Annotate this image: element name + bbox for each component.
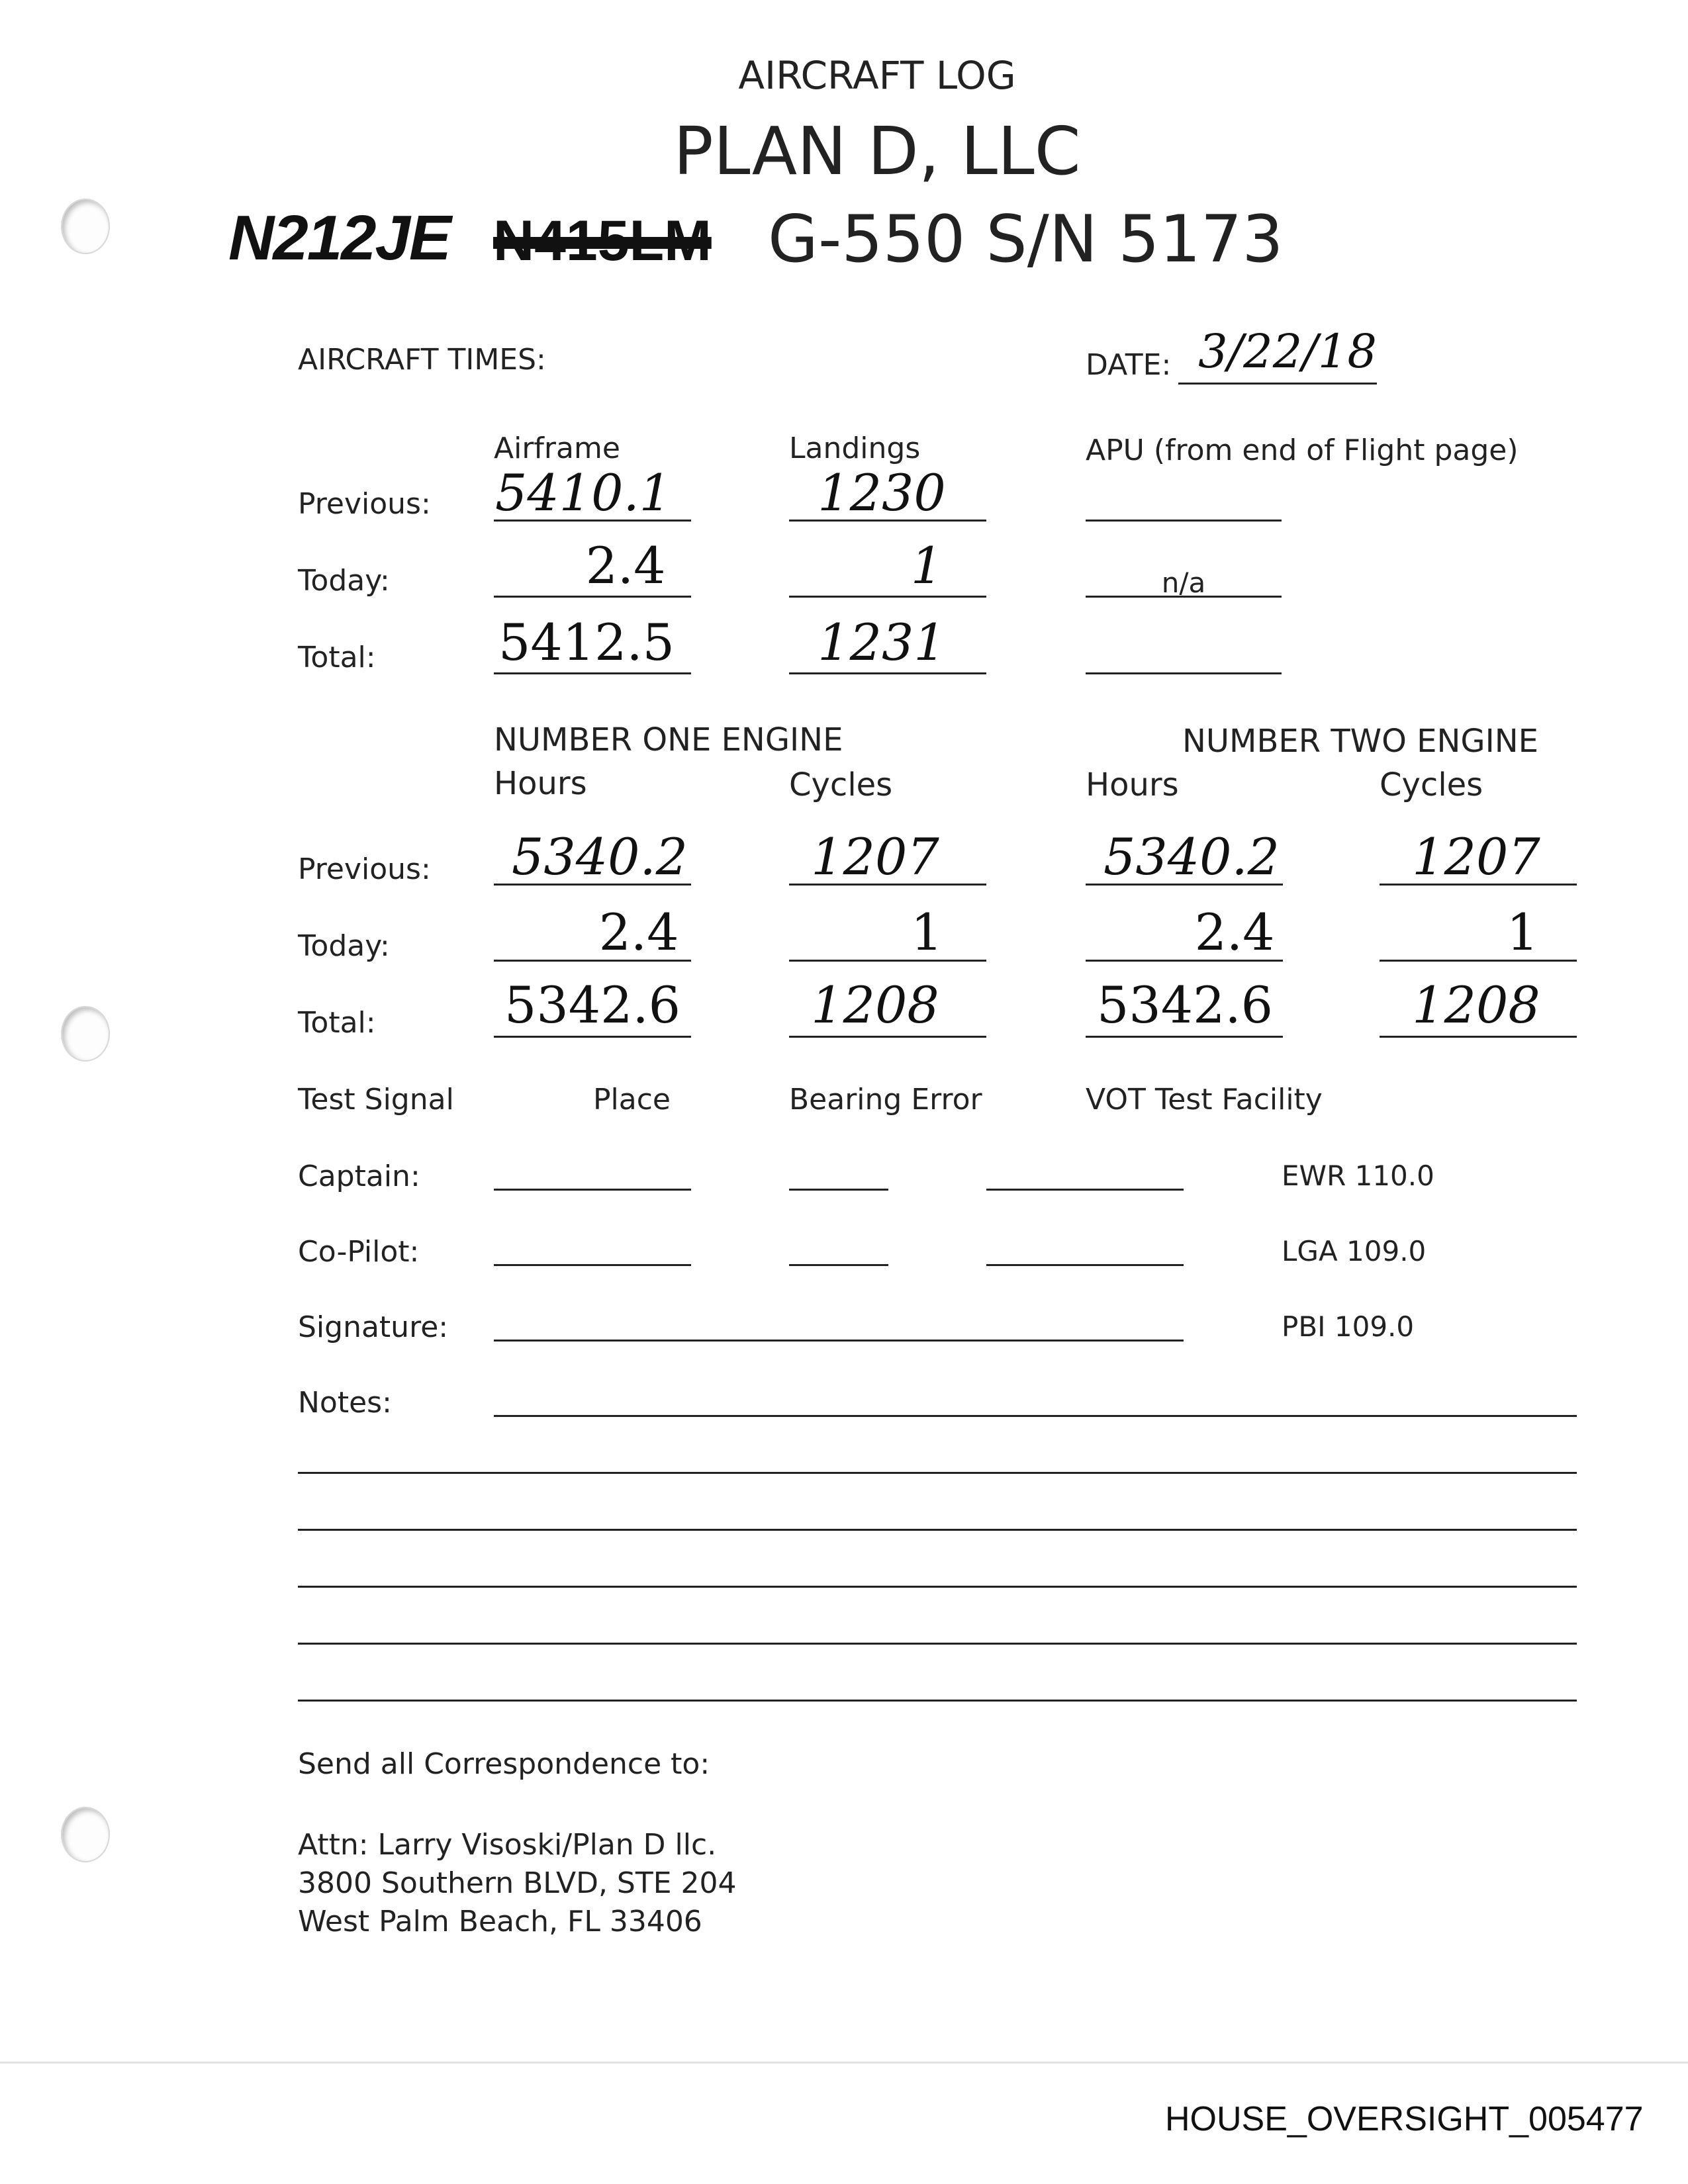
- row-label-previous: Previous:: [298, 487, 431, 521]
- landings-today-line: [789, 596, 986, 598]
- notes-line-1[interactable]: [494, 1415, 1577, 1417]
- col-airframe: Airframe: [494, 432, 620, 465]
- col-apu: APU (from end of Flight page): [1086, 433, 1519, 467]
- copilot-bearing-line[interactable]: [789, 1264, 888, 1266]
- correspondence-heading: Send all Correspondence to:: [298, 1747, 710, 1781]
- airframe-total-line: [494, 672, 691, 674]
- engine2-hours-total-line: [1086, 1036, 1283, 1038]
- date-value: 3/22/18: [1198, 324, 1377, 379]
- notes-line-5[interactable]: [298, 1643, 1577, 1645]
- model-serial: G-550 S/N 5173: [768, 202, 1284, 277]
- col-vot-test-facility: VOT Test Facility: [1086, 1083, 1323, 1116]
- correspondence-street: 3800 Southern BLVD, STE 204: [298, 1866, 737, 1900]
- engine1-hours-total-value: 5342.6: [504, 976, 680, 1034]
- copilot-label: Co-Pilot:: [298, 1235, 420, 1269]
- engine2-cycles-total-line: [1380, 1036, 1577, 1038]
- engine1-cycles-today-value: 1: [910, 903, 943, 962]
- airframe-total-value: 5412.5: [498, 613, 675, 672]
- engine1-hours-total-line: [494, 1036, 691, 1038]
- copilot-facility-line[interactable]: [986, 1264, 1184, 1266]
- binder-hole-middle: [61, 1006, 110, 1062]
- bates-number: HOUSE_OVERSIGHT_005477: [1165, 2100, 1644, 2138]
- row-label-today: Today:: [298, 564, 390, 598]
- col-landings: Landings: [789, 432, 921, 465]
- airframe-previous-value: 5410.1: [495, 463, 671, 522]
- company-name: PLAN D, LLC: [673, 113, 1081, 190]
- correspondence-city: West Palm Beach, FL 33406: [298, 1905, 702, 1938]
- correspondence-attn: Attn: Larry Visoski/Plan D llc.: [298, 1828, 717, 1862]
- notes-line-6[interactable]: [298, 1700, 1577, 1702]
- col-place: Place: [593, 1083, 671, 1116]
- notes-label: Notes:: [298, 1386, 392, 1420]
- binder-hole-bottom: [61, 1807, 110, 1862]
- aircraft-times-heading: AIRCRAFT TIMES:: [298, 343, 546, 377]
- row-label-total: Total:: [298, 641, 376, 674]
- facility-ewr: EWR 110.0: [1282, 1160, 1434, 1192]
- notes-line-4[interactable]: [298, 1586, 1577, 1588]
- binder-hole-top: [61, 199, 110, 254]
- engine1-cycles-total-line: [789, 1036, 986, 1038]
- notes-line-2[interactable]: [298, 1472, 1577, 1474]
- engine2-heading: NUMBER TWO ENGINE: [1182, 723, 1538, 760]
- airframe-today-value: 2.4: [585, 536, 666, 595]
- engine2-cycles-today-value: 1: [1506, 903, 1539, 962]
- landings-previous-value: 1230: [818, 463, 946, 522]
- airframe-today-line: [494, 596, 691, 598]
- engine1-hours-label: Hours: [494, 765, 587, 802]
- engine2-cycles-label: Cycles: [1380, 766, 1483, 803]
- landings-today-value: 1: [910, 536, 943, 595]
- engine-row-label-total: Total:: [298, 1006, 376, 1040]
- captain-label: Captain:: [298, 1160, 420, 1193]
- engine2-hours-label: Hours: [1086, 766, 1179, 803]
- struck-tail-number: N415LM: [493, 209, 712, 273]
- engine1-cycles-total-value: 1208: [811, 976, 939, 1034]
- captain-place-line[interactable]: [494, 1189, 691, 1191]
- signature-label: Signature:: [298, 1310, 449, 1344]
- engine2-cycles-total-value: 1208: [1412, 976, 1540, 1034]
- engine-row-label-previous: Previous:: [298, 852, 431, 886]
- engine-row-label-today: Today:: [298, 929, 390, 963]
- captain-bearing-line[interactable]: [789, 1189, 888, 1191]
- date-label: DATE:: [1086, 348, 1172, 382]
- tail-number: N212JE: [228, 203, 450, 273]
- engine1-heading: NUMBER ONE ENGINE: [494, 721, 843, 758]
- engine1-hours-today-value: 2.4: [598, 903, 679, 962]
- date-line: [1178, 383, 1377, 385]
- captain-facility-line[interactable]: [986, 1189, 1184, 1191]
- landings-total-value: 1231: [818, 613, 946, 672]
- apu-today-value: n/a: [1161, 567, 1206, 599]
- engine2-hours-total-value: 5342.6: [1097, 976, 1273, 1034]
- log-title: AIRCRAFT LOG: [738, 53, 1016, 98]
- signature-line[interactable]: [494, 1340, 1184, 1342]
- facility-lga: LGA 109.0: [1282, 1235, 1427, 1267]
- apu-previous-line: [1086, 520, 1282, 522]
- engine1-cycles-previous-value: 1207: [811, 827, 939, 886]
- engine2-hours-today-value: 2.4: [1194, 903, 1275, 962]
- notes-line-3[interactable]: [298, 1529, 1577, 1531]
- engine1-cycles-label: Cycles: [789, 766, 893, 803]
- apu-total-line: [1086, 672, 1282, 674]
- page-bottom-edge: [0, 2062, 1688, 2064]
- col-test-signal: Test Signal: [298, 1083, 454, 1116]
- engine1-hours-previous-value: 5340.2: [512, 827, 688, 886]
- engine2-hours-previous-value: 5340.2: [1103, 827, 1280, 886]
- col-bearing-error: Bearing Error: [789, 1083, 982, 1116]
- facility-pbi: PBI 109.0: [1282, 1310, 1415, 1343]
- copilot-place-line[interactable]: [494, 1264, 691, 1266]
- landings-total-line: [789, 672, 986, 674]
- engine2-cycles-previous-value: 1207: [1412, 827, 1540, 886]
